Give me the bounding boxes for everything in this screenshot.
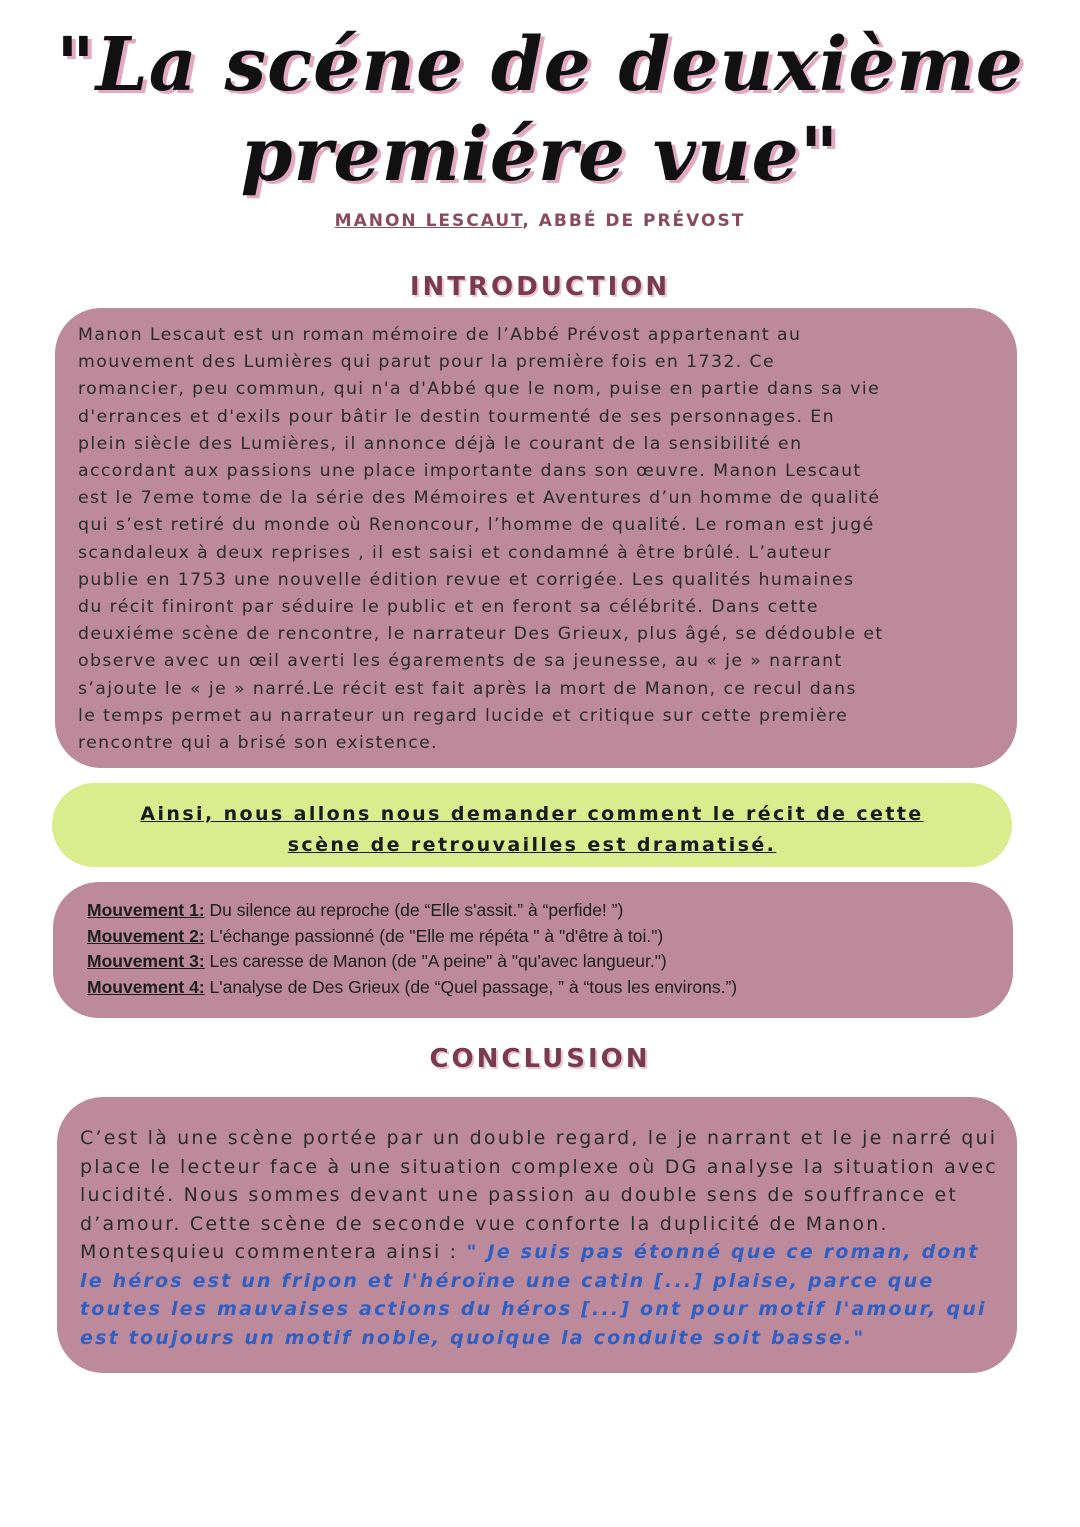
intro-line: rencontre qui a brisé son existence. (78, 733, 439, 754)
mouvement-description: L'analyse de Des Grieux (de “Quel passage, ” à “tous les environs.”) (204, 976, 738, 997)
introduction-heading: INTRODUCTION (409, 272, 671, 302)
author-name: ABBÉ DE PRÉVOST (538, 211, 746, 231)
intro-line: publie en 1753 une nouvelle édition revue et corrigée. Les qualités humaines (78, 569, 855, 590)
intro-line: est le 7eme tome de la série des Mémoires et Aventures d’un homme de qualité (78, 488, 881, 509)
mouvement-label: Mouvement 4: (87, 976, 205, 997)
intro-line: le temps permet au narrateur un regard lucide et critique sur cette première (78, 705, 849, 726)
conclusion-heading: CONCLUSION (429, 1044, 651, 1074)
mouvement-item (87, 975, 737, 1001)
document-subtitle (0, 211, 1080, 231)
montesquieu-quote: " Je suis pas étonné que ce roman, dont le héros est un fripon et l'héroïne une catin [...] plaise, parce que toutes les mauvaises actions du héros [...] ont pour motif l'amour, qui est toujours un motif noble, quoique la conduite soit basse." (80, 1241, 987, 1349)
intro-line: mouvement des Lumières qui parut pour la première fois en 1732. Ce (78, 352, 776, 373)
mouvement-description: Du silence au reproche (de “Elle s'assit.” à “perfide! ”) (204, 900, 624, 920)
intro-line: accordant aux passions une place importante dans son œuvre. Manon Lescaut (78, 461, 862, 482)
document-title-line-1: "La scéne de deuxième (56, 22, 1024, 108)
intro-line: scandaleux à deux reprises , il est saisi et condamné à être brûlé. L’auteur (78, 542, 832, 563)
intro-line: observe avec un œil averti les égarements de sa jeunesse, au « je » narrant (78, 651, 843, 672)
subtitle-separator: , (522, 211, 539, 231)
mouvement-description: L'échange passionné (de "Elle me répéta " à "d'être à toi.") (204, 925, 664, 946)
mouvement-item (87, 898, 737, 924)
intro-line: deuxiéme scène de rencontre, le narrateur Des Grieux, plus âgé, se dédouble et (78, 624, 884, 645)
problematique-text (52, 799, 1012, 861)
conclusion-body: C’est là une scène portée par un double regard, le je narrant et le je narré qui place le lecteur face à une situation complexe où DG analyse la situation avec lucidité. Nous sommes devant une passion au double sens de souffrance et d’amour. Cette scène de seconde vue conforte la duplicité de Manon. Montesquieu commentera ainsi : (80, 1127, 998, 1263)
conclusion-text (80, 1124, 1000, 1352)
mouvements-list (87, 898, 737, 1000)
intro-line: romancier, peu commun, qui n'a d'Abbé que le nom, puise en partie dans sa vie (78, 379, 881, 400)
mouvement-item (87, 924, 737, 950)
mouvement-label: Mouvement 2: (87, 925, 205, 946)
intro-line: s’ajoute le « je » narré.Le récit est fait après la mort de Manon, ce recul dans (78, 678, 857, 699)
mouvement-label: Mouvement 3: (87, 951, 205, 971)
intro-line: Manon Lescaut est un roman mémoire de l’Abbé Prévost appartenant au (78, 325, 802, 345)
problematique-line-2: scène de retrouvailles est dramatisé. (287, 834, 777, 856)
intro-line: qui s’est retiré du monde où Renoncour, l’homme de qualité. Le roman est jugé (78, 515, 875, 536)
intro-line: plein siècle des Lumières, il annonce déjà le courant de la sensibilité en (78, 433, 803, 454)
mouvement-item (87, 949, 737, 975)
mouvement-description: Les caresse de Manon (de "A peine" à "qu'avec langueur.") (204, 951, 667, 971)
problematique-line-1: Ainsi, nous allons nous demander comment le récit de cette (140, 803, 924, 825)
intro-line: du récit finiront par séduire le public et en feront sa célébrité. Dans cette (78, 597, 819, 618)
intro-line: d'errances et d'exils pour bâtir le destin tourmenté de ses personnages. En (78, 406, 835, 427)
mouvement-label: Mouvement 1: (87, 900, 205, 920)
work-title: MANON LESCAUT (334, 211, 523, 231)
document-title-line-2: premiére vue" (240, 112, 840, 198)
introduction-text (78, 322, 998, 757)
